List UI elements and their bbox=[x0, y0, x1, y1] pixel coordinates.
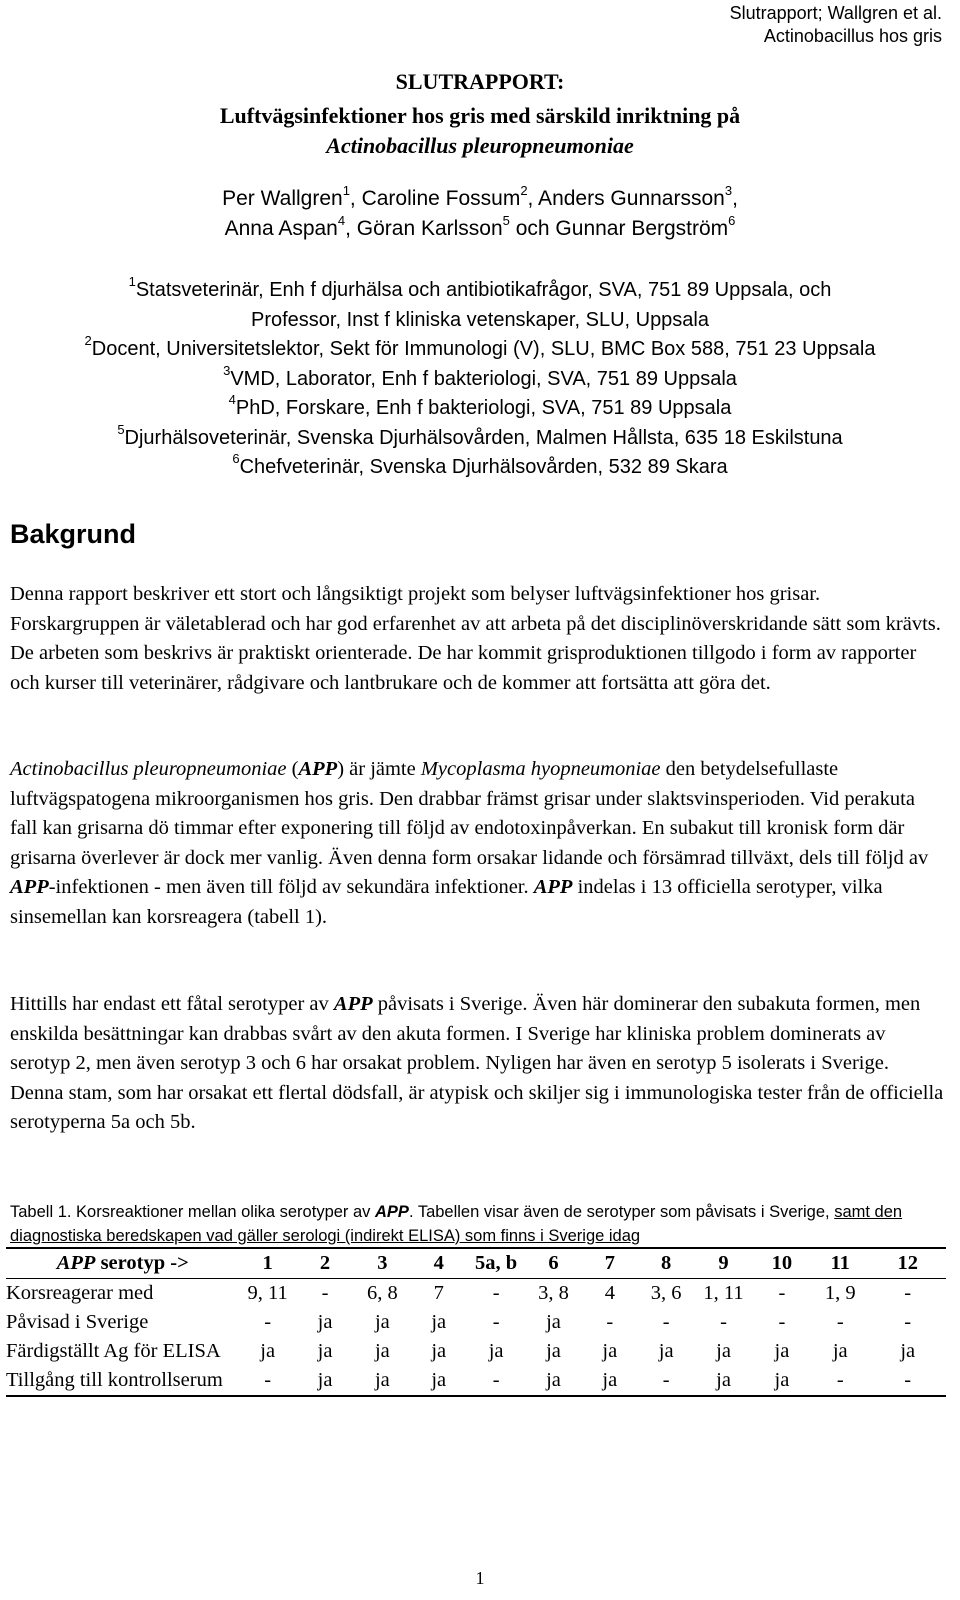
page-number: 1 bbox=[475, 1568, 485, 1588]
affiliation-list bbox=[0, 276, 960, 483]
affiliation-text: PhD, Forskare, Enh f bakteriologi, SVA, 751 89 Uppsala bbox=[235, 397, 732, 419]
column-header: 6 bbox=[548, 1252, 559, 1274]
table-cell: - bbox=[321, 1282, 329, 1304]
paragraph-intro: Denna rapport beskriver ett stort och långsiktigt projekt som belyser luftvägsinfektioner hos grisar. Forskargruppen är väletablerad och har god erfarenhet av att arbeta på det disciplinöverskridande sätt som krävts. De arbeten som beskrivs är praktiskt orienterade. De har kommit grisproduktionen tillgodo i form av rapporter och kurser till veterinärer, rådgivare och lantbrukare och de kommer att fortsätta att göra det. bbox=[10, 583, 941, 694]
table-cell: ja bbox=[374, 1369, 390, 1391]
table-row bbox=[6, 1366, 946, 1395]
table-cell: - bbox=[904, 1282, 912, 1304]
affiliation-line bbox=[0, 453, 960, 483]
table-cell: ja bbox=[260, 1340, 276, 1362]
text-run: Tabell 1. Korsreaktioner mellan olika serotyper av bbox=[10, 1203, 376, 1221]
affiliation-sup: 3 bbox=[223, 362, 231, 378]
column-header: 12 bbox=[897, 1252, 918, 1274]
table-cell: ja bbox=[431, 1340, 447, 1362]
column-header: 9 bbox=[718, 1252, 729, 1274]
table-cell: ja bbox=[431, 1311, 447, 1333]
author-affil-sup: 5 bbox=[502, 213, 510, 228]
table-cell: ja bbox=[317, 1311, 333, 1333]
affiliation-text: VMD, Laborator, Enh f bakteriologi, SVA, 751 89 Uppsala bbox=[230, 367, 737, 390]
table-cell: ja bbox=[488, 1340, 504, 1362]
author-separator: , bbox=[732, 187, 738, 210]
species-name: Actinobacillus pleuropneumoniae bbox=[10, 758, 287, 780]
table-cell: ja bbox=[374, 1311, 390, 1333]
table-cell: - bbox=[904, 1369, 912, 1391]
author-list bbox=[0, 184, 960, 244]
running-header bbox=[730, 2, 942, 48]
report-label: SLUTRAPPORT: bbox=[395, 69, 565, 94]
header-text: serotyp -> bbox=[95, 1252, 189, 1274]
abbreviation: APP bbox=[533, 876, 573, 899]
column-header: 5a, b bbox=[475, 1252, 518, 1274]
table-cell: - bbox=[836, 1311, 844, 1333]
table-cell: 9, 11 bbox=[247, 1282, 288, 1304]
table-cell: 1, 11 bbox=[703, 1282, 744, 1304]
running-header-line2: Actinobacillus hos gris bbox=[763, 26, 942, 46]
abbreviation: APP bbox=[298, 758, 338, 780]
table-cell: - bbox=[492, 1369, 500, 1391]
author-name: , Anders Gunnarsson bbox=[527, 187, 725, 210]
table-cell: ja bbox=[716, 1369, 731, 1391]
table-cell: 1, 9 bbox=[824, 1282, 856, 1304]
table-cell: - bbox=[778, 1282, 786, 1304]
section-heading: Bakgrund bbox=[10, 519, 137, 549]
column-header: 11 bbox=[830, 1252, 850, 1274]
text-run: ) är jämte bbox=[337, 758, 421, 780]
table-cell: ja bbox=[317, 1340, 333, 1362]
table-cell: 6, 8 bbox=[367, 1282, 398, 1304]
affiliation-sup: 2 bbox=[84, 333, 92, 349]
abbreviation: APP bbox=[10, 876, 49, 899]
table-cell: - bbox=[662, 1311, 670, 1333]
report-title: Luftvägsinfektioner hos gris med särskild inriktning på bbox=[219, 103, 741, 128]
affiliation-line bbox=[0, 276, 960, 306]
table-cell: - bbox=[492, 1311, 500, 1333]
table-cell: 3, 8 bbox=[538, 1282, 569, 1304]
text-run: påvisats i Sverige. Även här dominerar den subakuta formen, men enskilda besättningar kan drabbas svårt av den akuta formen. I Sverige har kliniska problem dominerats av serotyp 2, men även serotyp 3 och 6 har orsakat problem. Nyligen har även en serotyp 5 isolerats i Sverige. Denna stam, som har orsakat ett flertal dödsfall, är atypisk och skiljer sig i immunologiska tester från de officiella serotyperna 5a och 5b. bbox=[10, 993, 944, 1134]
table-cell: ja bbox=[900, 1340, 916, 1362]
author-affil-sup: 1 bbox=[342, 183, 350, 198]
affiliation-text: Professor, Inst f kliniska vetenskaper, SLU, Uppsala bbox=[251, 308, 709, 331]
affiliation-line bbox=[0, 421, 960, 454]
table-cell: - bbox=[264, 1311, 272, 1333]
author-name: , Göran Karlsson bbox=[345, 217, 503, 240]
affiliation-sup: 6 bbox=[232, 451, 240, 467]
author-name: , Caroline Fossum bbox=[349, 187, 521, 210]
table-cell: ja bbox=[658, 1340, 674, 1362]
table-cell: 7 bbox=[433, 1282, 444, 1304]
author-name: och Gunnar Bergström bbox=[509, 217, 729, 240]
table-cell: ja bbox=[546, 1340, 561, 1362]
affiliation-line bbox=[0, 362, 960, 395]
author-name: Per Wallgren bbox=[222, 187, 343, 210]
abbreviation: APP bbox=[333, 993, 373, 1015]
text-run: samt den diagnostiska beredskapen vad gäller serologi (indirekt ELISA) som finns i Sverige idag bbox=[10, 1203, 903, 1245]
row-label: Tillgång till kontrollserum bbox=[6, 1369, 223, 1391]
column-header: 7 bbox=[604, 1252, 615, 1274]
report-subtitle: Actinobacillus pleuropneumoniae bbox=[326, 133, 634, 158]
column-header: 10 bbox=[771, 1252, 793, 1274]
row-label: Påvisad i Sverige bbox=[6, 1311, 149, 1333]
column-header: 4 bbox=[433, 1252, 444, 1274]
species-name: Mycoplasma hyopneumoniae bbox=[420, 758, 661, 780]
column-header: 2 bbox=[319, 1252, 331, 1274]
author-line-2 bbox=[0, 214, 960, 244]
table-caption bbox=[10, 1200, 950, 1248]
column-header: 8 bbox=[661, 1252, 672, 1274]
author-name: Anna Aspan bbox=[224, 217, 338, 240]
table-cell: ja bbox=[716, 1340, 731, 1362]
table-cell: ja bbox=[317, 1369, 333, 1391]
running-header-line1: Slutrapport; Wallgren et al. bbox=[729, 3, 942, 23]
table-cell: ja bbox=[546, 1311, 561, 1333]
column-header: 1 bbox=[262, 1252, 273, 1274]
table-header-row bbox=[6, 1249, 946, 1279]
affiliation-text: Statsveterinär, Enh f djurhälsa och antibiotikafrågor, SVA, 751 89 Uppsala, och bbox=[135, 279, 832, 301]
text-run: den betydelsefullaste luftvägspatogena mikroorganismen hos gris. Den drabbar främst grisar under slaktsvinsperioden. Vid perakuta fall kan grisarna dö timmar efter exponering till följd av endotoxinpåverkan. En subakut till kronisk form där grisarna överlever är dock mer vanlig. Även denna form orsakar lidande och försämrad tillväxt, dels till följd av bbox=[10, 758, 929, 869]
table-cell: 3, 6 bbox=[650, 1282, 682, 1304]
table-cell: ja bbox=[602, 1340, 618, 1362]
table-row bbox=[6, 1308, 946, 1337]
table-cell: - bbox=[836, 1369, 844, 1391]
table-cell: ja bbox=[374, 1340, 390, 1362]
column-header: 3 bbox=[377, 1252, 388, 1274]
table-cell: - bbox=[264, 1369, 272, 1391]
table-row bbox=[6, 1279, 946, 1309]
abbreviation: APP bbox=[375, 1203, 409, 1221]
affiliation-text: Djurhälsoveterinär, Svenska Djurhälsovården, Malmen Hållsta, 635 18 Eskilstuna bbox=[124, 426, 843, 449]
author-affil-sup: 3 bbox=[724, 183, 733, 198]
table-cell: - bbox=[778, 1311, 786, 1333]
author-affil-sup: 2 bbox=[520, 183, 528, 198]
table-cell: - bbox=[720, 1311, 727, 1333]
table-cell: - bbox=[492, 1282, 500, 1304]
table-cell: ja bbox=[602, 1369, 618, 1391]
table-cell: 4 bbox=[604, 1282, 615, 1304]
affiliation-sup: 1 bbox=[128, 274, 136, 290]
affiliation-line bbox=[0, 335, 960, 365]
paragraph-sweden bbox=[10, 990, 945, 1138]
table-cell: - bbox=[904, 1311, 912, 1333]
paragraph-app bbox=[10, 755, 945, 933]
text-run: indelas i 13 officiella serotyper, vilka sinsemellan kan korsreagera (tabell 1). bbox=[10, 876, 883, 928]
table-cell: ja bbox=[832, 1340, 848, 1362]
table-cell: - bbox=[662, 1369, 670, 1391]
column-header bbox=[6, 1249, 239, 1279]
affiliation-sup: 4 bbox=[228, 392, 236, 408]
table-cell: ja bbox=[774, 1340, 790, 1362]
table-cell: - bbox=[606, 1311, 614, 1333]
data-table bbox=[6, 1249, 946, 1395]
table-row bbox=[6, 1337, 946, 1366]
abbreviation: APP bbox=[56, 1252, 96, 1274]
author-affil-sup: 6 bbox=[728, 213, 736, 228]
text-run: Hittills har endast ett fåtal serotyper av bbox=[10, 993, 334, 1015]
table-cell: ja bbox=[546, 1369, 561, 1391]
table-cell: ja bbox=[774, 1369, 790, 1391]
affiliation-sup: 5 bbox=[117, 421, 125, 437]
text-run: . Tabellen visar även de serotyper som påvisats i Sverige, bbox=[408, 1203, 835, 1221]
table-cell: ja bbox=[431, 1369, 447, 1391]
serotype-table bbox=[6, 1247, 946, 1397]
author-affil-sup: 4 bbox=[337, 213, 346, 228]
affiliation-text: Docent, Universitetslektor, Sekt för Immunologi (V), SLU, BMC Box 588, 751 23 Uppsala bbox=[91, 338, 876, 360]
affiliation-line bbox=[0, 306, 960, 336]
affiliation-line bbox=[0, 394, 960, 424]
affiliation-text: Chefveterinär, Svenska Djurhälsovården, 532 89 Skara bbox=[239, 456, 728, 478]
text-run: ( bbox=[286, 758, 299, 780]
text-run: -infektionen - men även till följd av sekundära infektioner. bbox=[48, 876, 534, 899]
author-line-1 bbox=[0, 184, 960, 214]
row-label: Korsreagerar med bbox=[6, 1282, 154, 1304]
row-label: Färdigställt Ag för ELISA bbox=[6, 1340, 221, 1362]
